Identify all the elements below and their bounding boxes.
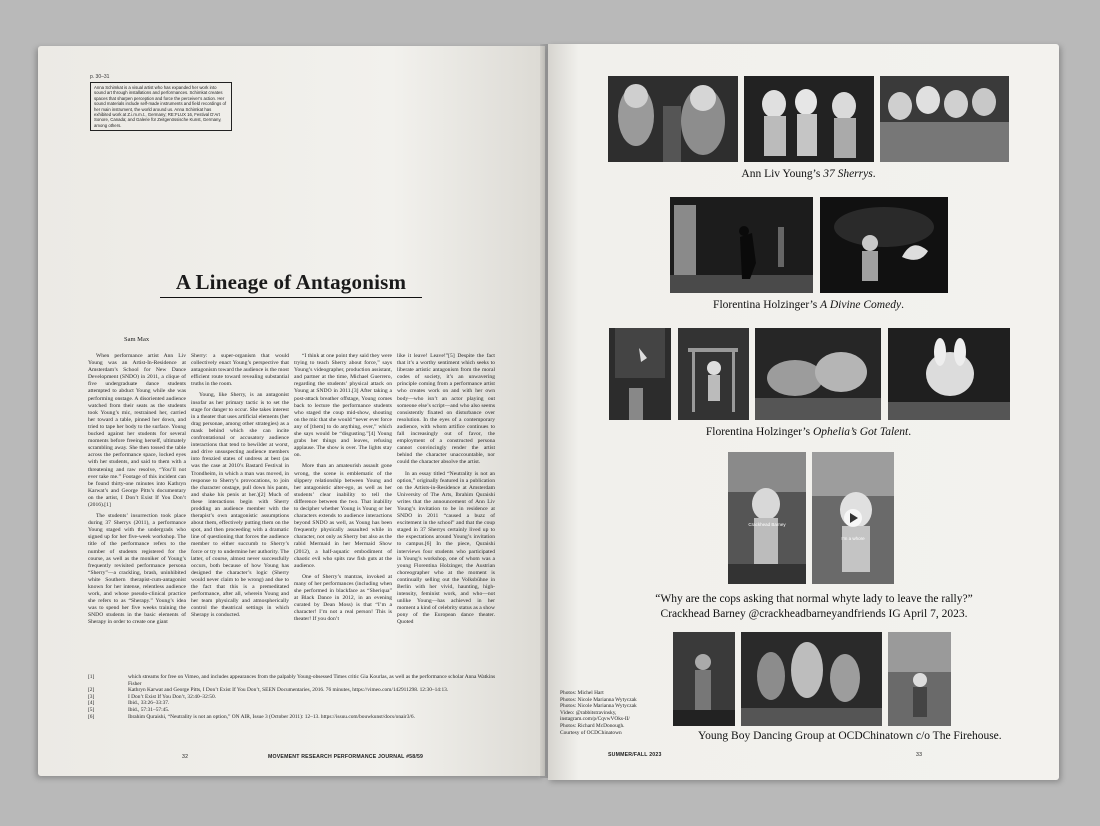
photo-ophelia-1	[609, 328, 671, 420]
photo-young-boy-3	[888, 632, 951, 726]
footnote: [1] which streams for free on Vimeo, and includes appearances from the palpably Young-obsessed Times critic Gia Kourlas, as well as the performance scholar Anna Watkins Fisher	[88, 674, 496, 687]
video-subtitle: Crackhead Barney	[748, 522, 786, 527]
photo-ophelia-4	[888, 328, 1010, 420]
photo-ophelia-2	[678, 328, 749, 420]
text-column-2	[191, 353, 289, 623]
photo-credits: Photos: Michel Hart Photos: Nicole Marianna Wytyczak Photos: Nicole Marianna Wytyczak Video: @rabbitstravinsky, instagram.com/p/CqvwVOks-II/ Photos: Richard McDonough. Courtesy of OCDChinatown	[560, 690, 637, 736]
video-subtitle: I’m a whore	[841, 536, 865, 541]
photo-divine-comedy-1	[670, 197, 813, 293]
photo-37-sherrys-3	[880, 76, 1009, 162]
paragraph: Young, like Sherry, is an antagonist insofar as her primary tactic is to set the stage for danger to occur. She takes interest in a theater that uses artificial elements (her drag personae, among other strategies) as a mask behind which she can incite confrontational or accusatory audience interactions that tend to bewilder at worst, and drive unsuspecting audience members into frenzied states of undress at best (as was the case at 2010’s Bastard Festival in Trondheim, in which a man was moved, in response to Sherry’s provocations, to join the character onstage, pull down his pants, and shake his penis at her.)[2] Much of these interactions begin with Sherry prodding an audience member with the therapist’s own antagonistic assumptions about them, effectively putting them on the spot, and then proceeding with a dramatic line of questioning that forces the audience member to either succumb to Sherry’s force or try to undermine her authority. The latter, of course, almost never successfully occurs, both because of how Young has designed the character’s logic (Sherry would never claim to be wrong) and due to the fact that this is a premeditated performance, after all, wherein Young and her team physically and atmospherically control the theatrical settings in which Sherapy is conducted.	[191, 392, 289, 619]
article-title: A Lineage of Antagonism	[160, 270, 422, 298]
article-author: Sam Max	[124, 336, 150, 343]
artist-bio-box: Anna Schimkat is a visual artist who has expanded her work into sound art through installations and performances. Schimkat creates spaces that sharpen perception and force the perceiver’s action. Her sound materials include self-made instruments and field recordings of her main instrument, the world around us. Anna Schimkat has exhibited work at Z.i.m.m.t., Germany; RE:FLUX 16, Festival D’Art Sonore, Canada; and Galerie für Zeitgenössische Kunst, Germany, among others.	[90, 82, 232, 131]
photo-divine-comedy-2	[820, 197, 948, 293]
caption-divine-comedy: Florentina Holzinger’s A Divine Comedy.	[713, 299, 904, 311]
caption-37-sherrys: Ann Liv Young’s 37 Sherrys.	[741, 168, 876, 180]
footnote: [2] Kathryn Karwat and George Pitts, I Don’t Exist If You Don’t, SEEN Documentaries, 2016. 76 minutes, https://vimeo.com/142911298. 12:30–14:13.	[88, 687, 449, 694]
footnote: [6] Ibrahim Quraishi, “Neutrality is not an option,” ON AIR, Issue 3 (October 2011): 12–13. https://issuu.com/bouwkunst/docs/onair3/6.	[88, 713, 415, 720]
video-still-2[interactable]	[812, 452, 894, 584]
footnotes	[88, 674, 498, 720]
photo-37-sherrys-2	[744, 76, 874, 162]
photo-37-sherrys-1	[608, 76, 738, 162]
paragraph: The students’ insurrection took place during 37 Sherrys (2011), a performance Young staged with the undergrads who signed up for her five-week workshop. The title of the performance refers to the number of students registered for the course, as well as the moniker of Young’s frequently revisited performance persona “Sherry”—a crackling, brash, uninhibited white Southern therapist-cum-antagonist known for her intense, relentless audience work, and whose pseudo-clinical practice she refers to as “Sherapy.” Young’s idea was to spend her five weeks training the SNDO students in the basic elements of Sherapy in order to create one giant	[88, 513, 186, 626]
paragraph: “I think at one point they said they were trying to teach Sherry about force,” says Young’s videographer, production assistant, and partner at the time, Michael Guerrero, regarding the students’ physical attack on Young at SNDO in 2011.[3] After taking a post-attack breather offstage, Young comes back to lecture the performance students who staged the coup mid-show, shouting on the mic that she would “never ever force any of [them] to do anything, ever,” which she says would be “disgusting.”[4] Young grabs her things and leaves, refusing applause. The show is over. The lights stay on.	[294, 353, 392, 459]
left-page	[38, 46, 545, 776]
photo-young-boy-2	[741, 632, 882, 726]
journal-name: MOVEMENT RESEARCH PERFORMANCE JOURNAL #58/59	[268, 754, 424, 760]
page-number-left: 32	[182, 754, 189, 760]
text-column-4	[397, 353, 495, 631]
page-number-right: 33	[916, 752, 923, 758]
video-still-1	[728, 452, 806, 584]
paragraph: More than an amateurish assault gone wrong, the scene is emblematic of the slippery relationship between Young and her antagonistic alter-ego, as well as her students’ clear inability to tell the difference between the two. That inability to decipher whether Young is Young or her characters extends to audience interactions beyond SNDO as well, as Young has been frequently physically assaulted while in character, not only as Sherry but also as the rabid Mermaid in her Mermaid Show (2012), a half-aquatic embodiment of chaotic evil who spits raw fish guts at the audience.	[294, 463, 392, 569]
page-reference: p. 30–31	[90, 74, 110, 80]
text-column-1	[88, 353, 186, 631]
caption-young-boy: Young Boy Dancing Group at OCDChinatown c/o The Firehouse.	[698, 730, 1002, 742]
photo-young-boy-1	[673, 632, 735, 726]
issue-date: SUMMER/FALL 2023	[608, 752, 662, 758]
paragraph: like it leave! Leave!”[5] Despite the fact that it’s a worthy sentiment which seeks to liberate artistic antagonism from the moral codes of society, it’s an unwavering principle coming from a performance artist who creates work on and with her own body—who isn’t an actor playing out someone else’s script—and who also seems consistently fixated on disturbance over resolution. In the eyes of a contemporary audience, with whom artifice continues to fall increasingly out of favor, the employment of a constructed persona cannot convincingly render the artist behind the character unaccountable, nor could the character absolve the artist.	[397, 353, 495, 466]
paragraph: When performance artist Ann Liv Young was an Artist-In-Residence at Amsterdam’s School for New Dance Development (SNDO) in 2011, a clique of five undergraduate dance students attempted to abduct Young while she was performing onstage. A disoriented audience watched from their seats as the students took Young’s mic, restrained her, carried her toward a table, pinned her down, and tried to tape her body to the surface. Young bucked against her students for several moments before freeing herself, ultimately scrambling away. She then tossed the table across the performance space, locked eyes with her students, and said to them with a threatening and raw resolve, “You’ll not ever take me.” Footage of this incident can be found thirty-one minutes into Kathryn Karwat’s and George Pitts’s documentary on the artist, I Don’t Exist If You Don’t (2016).[1]	[88, 353, 186, 508]
paragraph: Sherry: a super-organism that would collectively enact Young’s perspective that antagonism toward the audience is the most efficient route toward revealing substantial truths in the room.	[191, 353, 289, 388]
caption-ophelia: Florentina Holzinger’s Ophelia’s Got Talent.	[705, 426, 912, 438]
right-page	[548, 44, 1059, 780]
footnote: [3] I Don’t Exist If You Don’t, 32:40–32:50.	[88, 693, 217, 700]
pull-quote: “Why are the cops asking that normal whyte lady to leave the rally?” Crackhead Barney @crackheadbarneyandfriends IG April 7, 2023.	[655, 593, 973, 620]
paragraph: In an essay titled “Neutrality is not an option,” originally featured in a publication on the Artists-in-Residence at Amsterdam University of The Arts, Ibrahim Quraishi writes that the announcement of Ann Liv Young’s invitation to be in residence at SNDO in 2011 “caused a buzz of excitement in the school” and that the coup staged in 37 Sherrys certainly lived up to the expectations around Young’s invitation to campus.[6] In the piece, Quraishi interviews four students who participated in Young’s workshop, one of whom was a young Florentina Holzinger, the Austrian choreographer who at the moment is continually selling out the Volksbühne in Berlin with her vivid, haunting, high-intensity, feminist work, and who—not unlike Young—has achieved in her moment a kind of celebrity status as a show pony of the European dance theater. Quoted	[397, 470, 495, 626]
footnote: [5] Ibid., 57:31–57:45.	[88, 706, 170, 713]
photo-ophelia-3	[755, 328, 881, 420]
paragraph: One of Sherry’s mantras, invoked at many of her performances (including when she performed in blackface as “Sheriqua” at Black Dance in 2012, in an evening curated by Dean Moss) is that “I’m a character! I’m not a real person! This is theater! If you don’t	[294, 573, 392, 623]
text-column-3	[294, 353, 392, 627]
footnote: [4] Ibid., 33:26–33:37.	[88, 700, 170, 707]
